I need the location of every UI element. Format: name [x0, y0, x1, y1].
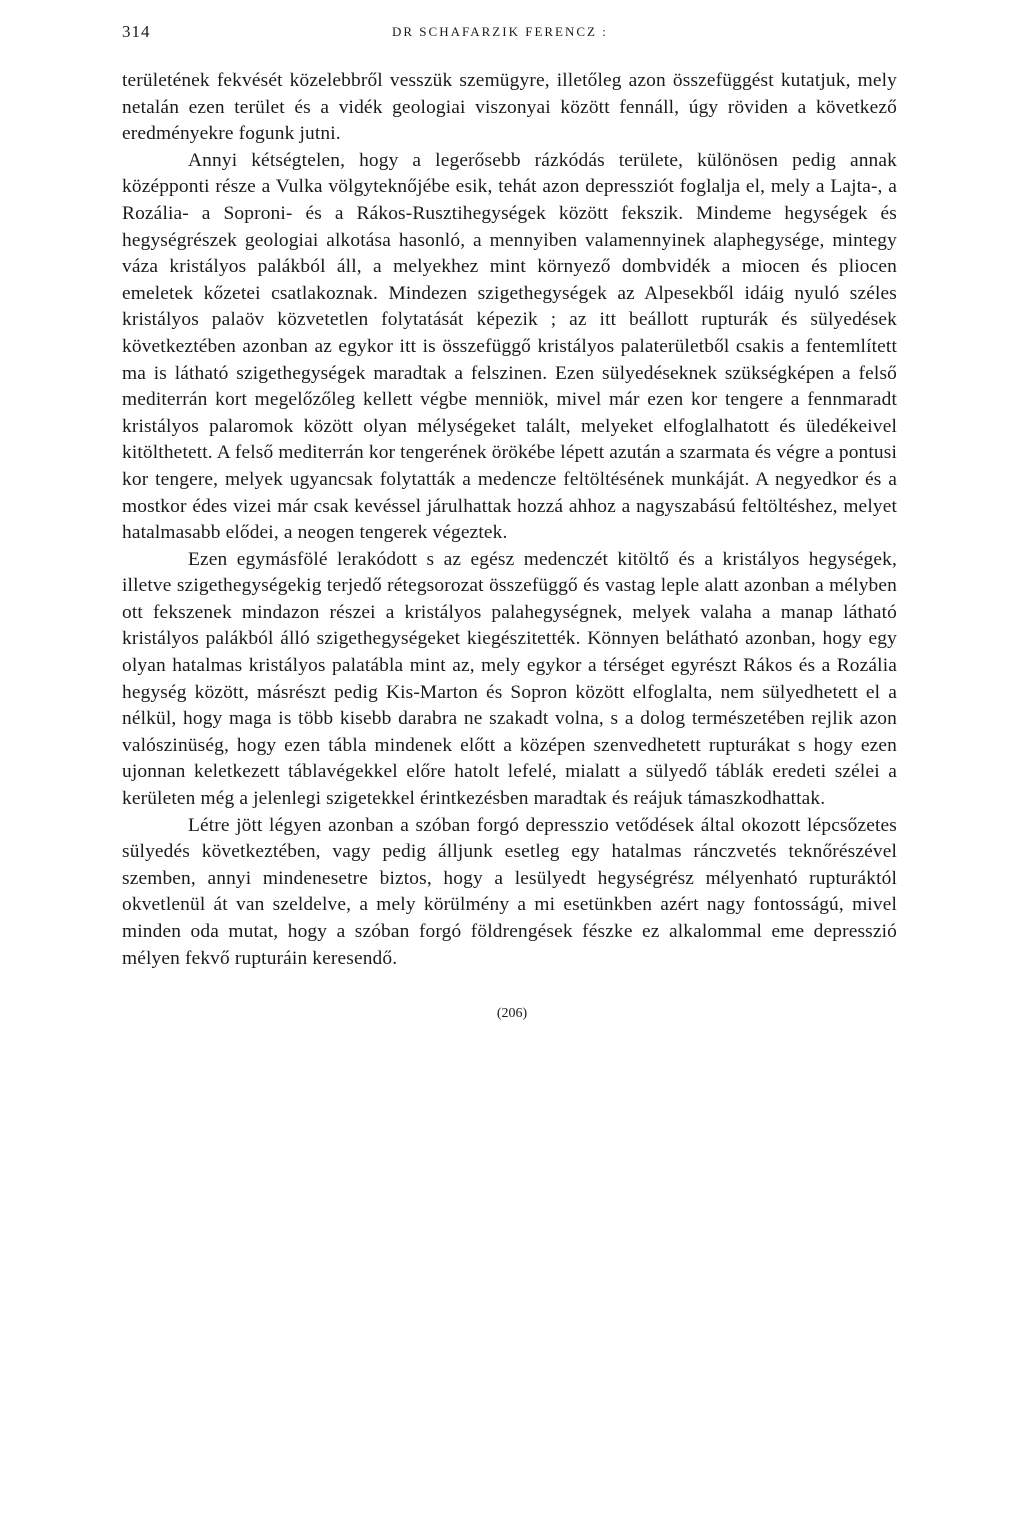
paragraph-1: területének fekvését közelebbről vesszük szemügyre, illetőleg azon összefüggést kutatjuk, mely netalán ezen terület és a vidék geologiai viszonyai között fennáll, úgy röviden a következő eredményekre fogunk jutni. [122, 70, 897, 145]
page-marker: (206) [496, 1006, 528, 1021]
page-header [122, 22, 897, 46]
paragraph-4: Létre jött légyen azonban a szóban forgó depresszio vetődések által okozott lépcsőzetes sülyedés következtében, vagy pedig álljunk esetleg egy hatalmas ránczvetés teknőrészével szemben, annyi mindenesetre biztos, hogy a lesülyedt hegységrész mélyenható rupturáktól okvetlenül át van szeldelve, a mely körülmény a mi esetünkben azért nagy fontosságú, mivel minden oda mutat, hogy a szóban forgó földrengések fészke ez alkalommal eme depresszió mélyen fekvő rupturáin keresendő. [122, 814, 897, 969]
page-number: 314 [122, 22, 151, 41]
paragraph-3: Ezen egymásfölé lerakódott s az egész medenczét kitöltő és a kristályos hegységek, illetve szigethegységekig terjedő rétegsorozat összefüggő és vastag leple alatt azonban a mélyben ott fekszenek mindazon részei a kristályos palahegységnek, melyek valaha a manap látható kristályos palákból álló szigethegységeket kiegészitették. Könnyen belátható azonban, hogy egy olyan hatalmas kristályos palatábla mint az, mely egykor a térséget egyrészt Rákos és a Rozália hegység között, másrészt pedig Kis-Marton és Sopron között elfoglalta, nem sülyedhetett el a nélkül, hogy maga is több kisebb darabra ne szakadt volna, s a dolog természetében rejlik azon valószinüség, hogy ezen tábla mindenek előtt a középen szenvedhetett rupturákat s hogy ezen ujonnan keletkezett táblavégekkel előre hatolt lefelé, mialatt a sülyedő táblák eredeti szélei a kerületen még a jelenlegi szigetekkel érintkezésben maradtak és reájuk támaszkodhattak. [122, 548, 897, 810]
paragraph-2: Annyi kétségtelen, hogy a legerősebb rázkódás területe, különösen pedig annak középponti része a Vulka völgyteknőjébe esik, tehát azon depressziót foglalja el, mely a Lajta-, a Rozália- a Soproni- és a Rákos-Rusztihegységek között fekszik. Mindeme hegységek és hegységrészek geologiai alkotása hasonló, a mennyiben valamennyinek alaphegysége, mintegy váza kristályos palákból áll, a melyekhez mint környező dombvidék a miocen és pliocen emeletek kőzetei csatlakoznak. Mindezen szigethegységek az Alpesekből idáig nyuló széles kristályos palaöv közvetetlen folytatását képezik ; az itt beállott rupturák és sülyedések következtében azonban az egykor itt is összefüggő kristályos palaterületből csakis a fentemlített ma is látható szigethegységek maradtak a felszinen. Ezen sülyedéseknek szükségképen a felső mediterrán kort megelőzőleg kellett végbe menniök, mivel már ezen kor tengere a fennmaradt kristályos palaromok között olyan mélységeket talált, melyeket elfoglalhatott és üledékeivel kitölthetett. A felső mediterrán kor tengerének örökébe lépett azután a szarmata és végre a pontusi kor tengere, melyek ugyancsak folytatták a medencze feltöltésének munkáját. A negyedkor és a mostkor édes vizei már csak kevéssel járulhattak hozzá ahhoz a nagyszabású feltöltéshez, melyet hatalmasabb elődei, a neogen tengerek végeztek. [122, 149, 897, 544]
body-text [122, 68, 897, 972]
page-footer [0, 1004, 1024, 1022]
running-head: DR SCHAFARZIK FERENCZ : [392, 24, 608, 39]
